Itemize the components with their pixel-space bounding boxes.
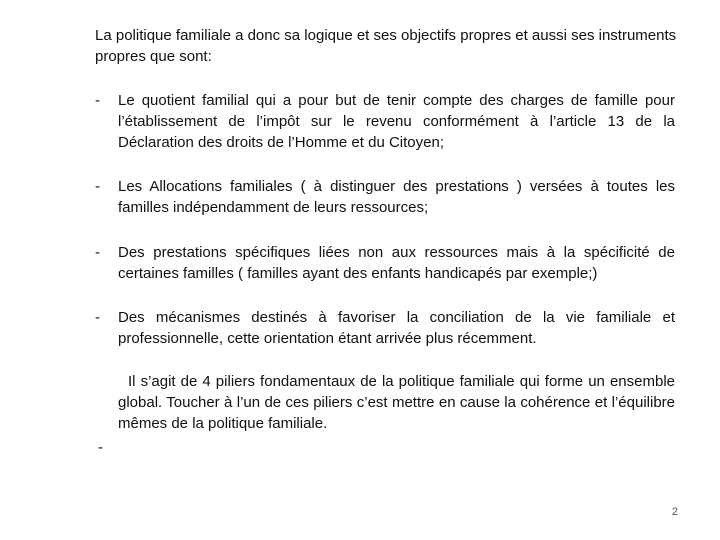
bullet-dash: - (95, 178, 100, 195)
bullet-dash: - (95, 244, 100, 261)
list-item-text: Des mécanismes destinés à favoriser la conciliation de la vie familiale et professionnelle, cette orientation étant arrivée plus récemment. (118, 309, 675, 347)
intro-paragraph: La politique familiale a donc sa logique et ses objectifs propres et aussi ses instruments propres que sont: (95, 27, 677, 65)
list-item-text: Les Allocations familiales ( à distinguer des prestations ) versées à toutes les familles indépendamment de leurs ressources; (118, 178, 675, 216)
bullet-dash: - (95, 309, 100, 326)
page-number: 2 (671, 506, 678, 518)
stray-dash: - (98, 439, 103, 456)
conclusion-paragraph: Il s’agit de 4 piliers fondamentaux de la politique familiale qui forme un ensemble global. Toucher à l’un de ces piliers c’est mettre en cause la cohérence et l’équilibre mêmes de la politique familiale. (118, 373, 675, 432)
list-item (95, 307, 675, 349)
list-item-text: Le quotient familial qui a pour but de tenir compte des charges de famille pour l’établissement de l’impôt sur le revenu conformément à l’article 13 de la Déclaration des droits de l’Homme et du Citoyen; (118, 92, 675, 151)
bullet-dash: - (95, 92, 100, 109)
list-item (95, 90, 675, 153)
list-item (95, 176, 675, 218)
list-item (95, 242, 675, 284)
list-item-text: Des prestations spécifiques liées non aux ressources mais à la spécificité de certaines familles ( familles ayant des enfants handicapés par exemple;) (118, 244, 675, 282)
